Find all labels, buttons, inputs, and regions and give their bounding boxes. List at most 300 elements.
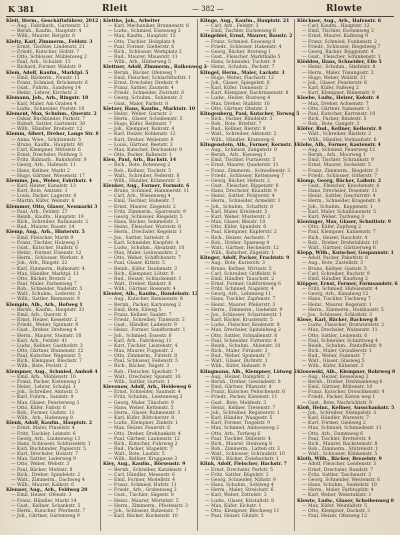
directory-entry: Kleit, Herm., Geschäftsführer, 2012 bbox=[6, 19, 99, 24]
directory-entry: — Fritz, Sattler, Bügelstr. 2 bbox=[205, 472, 269, 478]
directory-entry: — Hans, Schlosser, Schlüsselstr. 1 bbox=[11, 441, 91, 447]
directory-entry: — Herm., Zimmerm., Pfostenstr. 3 bbox=[108, 503, 188, 509]
directory-entry: Klempin, Alb., Arb., Hofweg 1 bbox=[6, 302, 83, 308]
directory-entry: — Karl, Fuhrm., Sandstr. 9 bbox=[11, 395, 74, 401]
directory-entry: — Karl, Buchbinder, Papierstr. 5 bbox=[11, 446, 86, 452]
directory-entry: — Herm., Schneider, Ärmelstr. 1 bbox=[205, 199, 281, 205]
directory-entry: — Otto, Küfer, Faßstr. 6 bbox=[11, 405, 66, 411]
directory-entry: — Rich., Maler, Grundierstr. 1 bbox=[302, 349, 372, 354]
directory-entry: — Franz, Kellner, Saalstr. 7 bbox=[108, 312, 172, 318]
directory-entry: — Gust., Fleischer, Schinkenstr. 1 bbox=[302, 55, 381, 61]
directory-entry: — Otto, Arb., Torfweg 6 bbox=[205, 431, 261, 437]
directory-entry: — Ernst, Maurer, Sockelstr. 5 bbox=[302, 163, 371, 169]
directory-entry: — Ernst, Maurer, Kalkweg 9 bbox=[302, 34, 369, 40]
directory-entry: — Joh., Klempner, Rohrstr. 4 bbox=[108, 127, 175, 133]
directory-entry: — Jos., Sattler, Sattelstr. 6 bbox=[108, 235, 170, 241]
directory-entry: — Heinr., Kellner, Tresenstr. 7 bbox=[205, 405, 276, 411]
directory-entry: — Georg, Arb., Kanalweg 12 bbox=[302, 292, 369, 298]
header-center-page: — 382 — bbox=[192, 5, 224, 13]
directory-entry: Klödden, Hans, Schneider, Elle 5 bbox=[297, 60, 382, 66]
directory-entry: — Otto, Arb., Dammweg 6 bbox=[302, 431, 364, 437]
directory-entry: — Max, Kutscher, Deichselstr. 9 bbox=[108, 147, 183, 153]
directory-entry: — Walt., Glaser, Glasweg 5 bbox=[302, 359, 365, 365]
directory-entry: — Reinh., Küfer, Daubenstr. 3 bbox=[108, 266, 178, 272]
directory-entry: — Herm., Maler, Streichstr. 6 bbox=[205, 488, 274, 494]
directory-entry: — Bruno, Kellner, Gaststr. 5 bbox=[302, 266, 367, 272]
directory-entry: Klohs, Alb., Former, Kastenstr. 4 bbox=[297, 142, 381, 148]
directory-entry: — Rich., Maurer, Backsteinstr. 8 bbox=[302, 441, 378, 447]
directory-entry: — Paul, Maler, Farbenweg 7 bbox=[11, 281, 77, 287]
header-right-keyword: Rlowte bbox=[326, 4, 363, 14]
directory-entry: Klem, Adolf, Kaufm., Marktpl. 5 bbox=[6, 70, 89, 76]
directory-entry: — Rob., Former, Gußstr. 11 bbox=[11, 410, 75, 416]
column-divider bbox=[294, 19, 295, 531]
directory-entry: — Gust., Maler, Farbstr. 8 bbox=[108, 101, 168, 107]
directory-entry: — Georg, Schneider, Westenstr. 6 bbox=[302, 477, 381, 483]
directory-entry: — Karl, Heizer, Kohlenstr. 12 bbox=[108, 132, 176, 138]
directory-entry: — Wilh., Maurer, Bergstr. 8 bbox=[11, 34, 75, 40]
directory-entry: — Hans, Drechsler, Knaufstr. 9 bbox=[205, 189, 277, 195]
column-2 bbox=[103, 19, 207, 531]
directory-entry: — Rich., Klempner, Blechstr. 7 bbox=[11, 359, 82, 365]
directory-entry: — Walt., Gärtner, Heckenstr. 12 bbox=[205, 245, 279, 251]
directory-entry: — Bernh., Dreher, Gewindestr. 8 bbox=[205, 379, 281, 385]
directory-entry: — Gust., Kutscher, Stallstr. 6 bbox=[11, 245, 79, 251]
directory-entry: — Karl, Zimmerm., Balkenstr. 4 bbox=[11, 266, 85, 272]
directory-entry: — Ernst, Drechsler, Drehstr. 9 bbox=[108, 80, 179, 86]
directory-entry: — Ernst, Schneider, Saumstr. 4 bbox=[108, 390, 181, 396]
directory-entry: — Rich., Bäcker, Teigstr. 3 bbox=[108, 364, 170, 370]
directory-entry: — Friedr., Arb., Grabenweg 2 bbox=[108, 488, 177, 494]
directory-entry: — Georg, Arb., Lindenweg 13 bbox=[11, 436, 81, 442]
directory-entry: — Paul, Gärtner, Laubenstr. 12 bbox=[108, 436, 180, 442]
directory-entry: Klenk, Adolf, Kaufm., Hauptstr. 2 bbox=[6, 421, 93, 427]
directory-entry: — Hans, Schneider, Tuchstr. 9 bbox=[205, 60, 276, 66]
directory-entry: Klink, Adolf, Fleischer, Hackstr. 7 bbox=[200, 462, 287, 468]
directory-entry: Klingmann, Alb., Klempner, Lötweg 5 bbox=[200, 369, 297, 375]
directory-entry: — Rich., Schreiber, Rathausstr. 2 bbox=[11, 220, 89, 226]
directory-entry: — Gust., Bote, Nachrichtstr. 9 bbox=[302, 400, 372, 406]
directory-entry: — Martin, Küfer, Weinstr. 6 bbox=[11, 199, 75, 205]
directory-entry: — Heinr., Schuhm., Pechstr. 7 bbox=[205, 65, 275, 71]
directory-entry: — Otto, Gärtner, Obststr. 1 bbox=[205, 106, 268, 112]
directory-entry: — Rob., Bote, Briefstr. 7 bbox=[205, 122, 262, 128]
directory-entry: — Carl, Arb., Wiesenweg 4 bbox=[108, 194, 171, 200]
directory-entry: — Emil, Former, Modellstr. 4 bbox=[108, 477, 176, 483]
directory-entry: — Fritz, Sattler, Taschenstr. 2 bbox=[302, 472, 372, 478]
directory-entry: — Kurt, Weber, Musterstr. 3 bbox=[205, 214, 271, 220]
directory-entry: — Herm., Maler, Tönungsstr. 3 bbox=[302, 70, 374, 76]
directory-entry: — Paul, Kutscher, Karrenstr. 10 bbox=[302, 111, 376, 117]
directory-entry: — Carl, Klempner, Mittelstr. 6 bbox=[11, 147, 81, 153]
directory-entry: — Karl, Händler, Waagestr. 5 bbox=[205, 416, 273, 422]
directory-entry: Klingebiel, Ernst, Maurer, Baustr. 2 bbox=[200, 34, 293, 40]
directory-entry: — Otto, Weber, Webstr. 3 bbox=[11, 462, 70, 468]
directory-entry: — Rud., Packer, Stapelstr. 7 bbox=[108, 446, 173, 452]
directory-entry: — Heinr., Former, Sandformstr. 1 bbox=[108, 328, 186, 334]
directory-entry: — Ernst, Maler, Pinselstr. 4 bbox=[11, 426, 75, 432]
directory-entry: — Otto, Zimmerm., Firststr. 8 bbox=[108, 354, 178, 360]
directory-entry: — Karl, Küfer, Faßweg 2 bbox=[302, 86, 359, 92]
directory-entry: — Herm., Zimmerm., Holzbaustr. 5 bbox=[302, 307, 384, 313]
directory-entry: — Hans, Drechsler, Dosenstr. 11 bbox=[302, 189, 378, 195]
directory-entry: — Reinh., Schuhm., Pantoffelstr. 9 bbox=[302, 343, 382, 349]
directory-entry: — Rich., Heizer, Rauchstr. 4 bbox=[302, 235, 368, 241]
directory-entry: — Friedr., Schlosser, Hakenstr. 4 bbox=[205, 44, 282, 50]
directory-entry: — Emil, Händler, Tauschstr. 2 bbox=[205, 276, 275, 282]
directory-entry: — Max, Küfer, Weinfaßstr. 5 bbox=[302, 503, 368, 509]
directory-entry: — Bruno, Kaufm., Hauptstr. 40 bbox=[11, 142, 83, 148]
directory-entry: Kley, Aug., Kaufm., Börsenstr. 9 bbox=[103, 462, 186, 468]
directory-entry: Klomp, Georg, Bäcker, Laibstr. 2 bbox=[297, 178, 382, 184]
directory-entry: — Heinr., Maurer, Mörtelstr. 5 bbox=[108, 498, 179, 504]
directory-entry: — Otto, Küfer, Zapfweg 2 bbox=[302, 225, 362, 231]
directory-entry: — Otto, Gärtner, Samenstr. 1 bbox=[302, 106, 370, 112]
directory-entry: — Otto, Packer, Ballenstr. 1 bbox=[108, 153, 172, 159]
directory-entry: — Herm., Glaser, Scheibenstr. 5 bbox=[108, 116, 183, 122]
directory-entry: — Herm., Schlosser, Werkstr. 8 bbox=[11, 256, 84, 262]
directory-entry: — Georg, Bäcker, Hefestr. 2 bbox=[205, 178, 270, 184]
directory-entry: Klopp, Wilh., Kutscher, Gespannstr. 1 bbox=[297, 251, 394, 257]
directory-entry: — Kurt, Bote, Amtsstr. 1 bbox=[11, 189, 68, 195]
directory-entry: Kloninger, Max, Glaser, Schnittstr. 9 bbox=[297, 220, 391, 226]
directory-entry: — Heinr., Lehrer, Kirchstr. 3 bbox=[11, 91, 77, 97]
directory-entry: Klettner, Adolf, Zimmerm., Balkenweg 2 bbox=[103, 65, 207, 71]
directory-entry: — Gust., Fleischer, Rippenstr. 6 bbox=[205, 184, 279, 189]
directory-entry: — Aug., Fabrikarb., Gartenstr. 12 bbox=[11, 24, 89, 30]
directory-entry: — Kurt, Klempner, Rinnenstr. 9 bbox=[302, 91, 375, 97]
directory-entry: — Ernst, Former, Gußformweg 6 bbox=[205, 281, 281, 287]
directory-entry: — Emil, Händler, Kaufweg 2 bbox=[302, 276, 368, 282]
directory-entry: — Walt., Dreher, Bankstr. 6 bbox=[108, 281, 172, 287]
directory-entry: — Bruno, Schmied, Hammerstr. 11 bbox=[108, 189, 190, 195]
directory-entry: — Hugo, Weber, Flachsstr. 12 bbox=[205, 75, 274, 81]
directory-entry: — Max, Sattler, Lederweg 9 bbox=[11, 457, 76, 463]
directory-entry: — Wilh., Arb., Hafenweg 8 bbox=[11, 416, 73, 422]
directory-entry: — Max, Drechsler, Spindelweg 2 bbox=[205, 328, 281, 334]
directory-entry: — Max, Glaser, Fensterweg 3 bbox=[11, 400, 80, 406]
directory-entry: Klevenow, Adolf, Arb., Heideweg 6 bbox=[103, 385, 192, 391]
directory-entry: — Heinr., Maurer, Bogenstr. 1 bbox=[302, 302, 372, 308]
directory-entry: — Karl, Weber, Zettelstr. 3 bbox=[205, 493, 267, 499]
directory-entry: — Rob., Fleischer, Speckstr. 7 bbox=[108, 369, 178, 375]
directory-entry: — Joh., Schreiber, Amtsstr. 5 bbox=[11, 390, 78, 396]
directory-entry: — Joh., Arb., Ringstr. 22 bbox=[11, 261, 68, 267]
directory-entry: — Friedr., Schlosser, Riegelweg 7 bbox=[302, 44, 381, 50]
directory-entry: — Friedr., Weber, Spinnstr. 8 bbox=[11, 323, 79, 329]
directory-entry: — Fritz, Schuhm., Leistenweg 2 bbox=[108, 395, 183, 401]
directory-entry: — Walt., Drechsler, Spanstr. 10 bbox=[108, 374, 181, 380]
directory-entry: — Aug., Heizer, Dampfstr. 2 bbox=[205, 374, 270, 380]
directory-entry: — Wilh., Bote, Poststr. 2 bbox=[11, 364, 68, 370]
directory-entry: — Fritz, Schmied, Hufeisenstr. 4 bbox=[302, 287, 378, 293]
directory-entry: — Franz, Schmied, Brückenstr. 6 bbox=[11, 80, 88, 86]
directory-entry: — Hans, Tischler, Tischweg 7 bbox=[302, 297, 371, 303]
directory-entry: — Herm., Drechsler, Kegelstr. 1 bbox=[108, 230, 182, 236]
directory-entry: — Max, Glaser, Bleistr. 10 bbox=[205, 220, 266, 226]
directory-entry: — Aug., Bote, Kurierstr. 3 bbox=[205, 261, 265, 267]
directory-entry: Klose, Karl, Bäcker, Backweg 8 bbox=[297, 318, 378, 324]
directory-entry: — Rob., Zimmerm., Latten str. 3 bbox=[205, 446, 280, 452]
directory-entry: — Franz, Kutscher, Peitschenstr. 6 bbox=[205, 390, 286, 396]
directory-entry: — Paul, Schneider, Schnittweg 4 bbox=[302, 338, 378, 344]
directory-entry: — Franz, Packer, Kistenweg 2 bbox=[11, 379, 81, 385]
directory-entry: — Hans, Schuhm., Senkelstr. 10 bbox=[302, 483, 377, 489]
directory-entry: — Ernst, Tischler, Lindenstr. 21 bbox=[11, 44, 85, 50]
directory-entry: — Emil, Heizer, Ofenstr. 3 bbox=[11, 493, 72, 499]
directory-entry: — Fritz, Bahnarb., Bahnhofstr. 9 bbox=[11, 158, 87, 164]
directory-entry: — Kurt, Drechsler, Holzstr. 7 bbox=[11, 452, 78, 458]
directory-entry: — Otto, Bäcker, Brotstr. 2 bbox=[11, 276, 71, 282]
directory-entry: — Herm., Kutscher, Pferdestr. 7 bbox=[11, 508, 86, 514]
page-number: K 381 bbox=[8, 4, 35, 14]
directory-entry: — Ernst, Drechsler, Feldweg 3 bbox=[11, 153, 83, 159]
directory-entry: — Rob., Dreher, Spanweg 4 bbox=[205, 240, 270, 246]
directory-entry: Klemann, Joh., Arb., Ringstr. 18 bbox=[6, 96, 89, 102]
directory-entry: — Otto, Klempner, Blechweg 11 bbox=[205, 508, 280, 514]
directory-entry: — Ludw., Kellner, Gasthofstr. 3 bbox=[11, 343, 83, 349]
directory-entry: — Georg, Arb., Lehmweg 11 bbox=[205, 292, 272, 298]
directory-entry: — Joh., Schuhm., Kappenstr. 1 bbox=[302, 204, 373, 210]
directory-entry: — Wilh., Händler, Breitestr. 12 bbox=[11, 127, 83, 133]
directory-entry: — Rich., Kutscher, Fuhrweg 2 bbox=[108, 441, 178, 447]
directory-entry: — Herm., Maurer, Steinstr. 10 bbox=[11, 333, 82, 339]
directory-entry: — Karl, Küfer, Böttcherstr. 8 bbox=[108, 416, 175, 422]
directory-entry: — Otto, Klempner, Dachstr. 3 bbox=[302, 508, 371, 514]
directory-entry: — Karl, Schneider, Knopfstr. 4 bbox=[108, 240, 179, 246]
directory-entry: — Herm., Maler, Farbtopfstr. 4 bbox=[302, 488, 374, 494]
directory-entry: — Rud., Maurer, Baustr. 14 bbox=[11, 225, 75, 231]
directory-entry: Klöfer, Rud., Kellner, Kellerstr. 8 bbox=[297, 127, 382, 133]
directory-entry: — Wilh., Gärtner, Rosenstr. 4 bbox=[108, 287, 176, 293]
directory-entry: — Joh., Gärtner, Gartenweg 9 bbox=[11, 514, 80, 519]
directory-entry: — Rud., Weber, Spulenstr. 7 bbox=[205, 354, 271, 360]
directory-entry: — Karl, Händler, Warenstr. 7 bbox=[302, 416, 369, 422]
page-header bbox=[6, 3, 394, 15]
directory-entry: — Robert, Sattler, Gartenstr. 30 bbox=[11, 122, 86, 128]
directory-entry: — Ludw., Schneider, Poststr. 10 bbox=[11, 106, 85, 112]
column-3 bbox=[200, 19, 300, 531]
directory-entry: — Bernh., Packer, Kartonweg 2 bbox=[108, 302, 181, 308]
directory-entry: — Rich., Heizer, Aschestr. 7 bbox=[205, 235, 270, 241]
directory-entry: Klemmer, Otto, Glaser, Neumarkt 3 bbox=[6, 204, 98, 210]
directory-entry: — Paul, Heizer, Ofenweg 12 bbox=[302, 514, 368, 519]
directory-entry: — Wilh., Sattler, Riemenstr. 9 bbox=[11, 297, 80, 303]
directory-entry: — Carl, Schreiber, Buchstr. 9 bbox=[302, 271, 370, 277]
directory-entry: — Bernh., Kaufm., Hauptstr. 4 bbox=[11, 29, 82, 35]
directory-entry: — Ludw., Heizer, Rostweg 4 bbox=[205, 96, 271, 102]
directory-entry: — Ernst, Drechsler, Rundstr. 7 bbox=[302, 467, 374, 473]
directory-entry: — Bernh., Arb., Moorweg 1 bbox=[302, 153, 366, 159]
directory-entry: — Aug., Heizer, Kesselweg 2 bbox=[302, 374, 369, 380]
directory-entry: — Otto, Tischler, Holzplatz 4 bbox=[108, 39, 175, 45]
directory-entry: — Ernst, Drechsler, Perlstr. 5 bbox=[205, 467, 273, 473]
directory-entry: — Bernh., Dreher, Drehbankweg 6 bbox=[302, 379, 383, 385]
directory-entry: — Hugo, Küfer, Reifenstr. 7 bbox=[108, 122, 172, 128]
directory-entry: — Ludw., Fleischer, Keulenstr. 8 bbox=[205, 323, 280, 329]
directory-entry: — Emil, Tischler, Furnierstr. 5 bbox=[205, 158, 276, 164]
directory-entry: — Adolf, Fleischer, Lendenstr. 3 bbox=[302, 462, 377, 468]
directory-entry: — Rich., Dreher, Spindelstr. 2 bbox=[11, 472, 81, 478]
directory-entry: — Heinr., Weber, Garnstr. 2 bbox=[108, 111, 172, 117]
header-left-keyword: Rleit bbox=[102, 4, 128, 14]
directory-entry: Klempner, Aug., Schmied, Amboß 4 bbox=[6, 369, 98, 375]
directory-entry: Klingenberg, Paul, Kutscher, Torweg 5 bbox=[200, 111, 300, 117]
directory-entry: — Emil, Gärtner, Blütenstr. 10 bbox=[302, 385, 373, 391]
header-rule bbox=[6, 16, 394, 17]
directory-entry: — Max, Dreher, Stahlstr. 10 bbox=[205, 101, 270, 107]
directory-entry: — Otto, Küfer, Spundstr. 6 bbox=[205, 225, 267, 231]
directory-entry: — Georg, Bäcker, Roggenstr. 4 bbox=[302, 49, 374, 55]
directory-entry: — Paul, Tischler, Dübelstr. 4 bbox=[205, 436, 271, 442]
directory-entry: — Herm., Glaser, Rahmenstr. 3 bbox=[108, 410, 181, 416]
directory-entry: — Wilh., Maurer, Kalkstr. 6 bbox=[11, 483, 75, 489]
directory-entry: — Hugo, Weber, Wollstr. 11 bbox=[302, 75, 366, 81]
directory-entry: — Heinr., Schuhm., Stiefelstr. 8 bbox=[302, 65, 376, 71]
directory-entry: — Max, Dreher, Achsenstr. 7 bbox=[302, 101, 369, 107]
directory-entry: — Ludw., Fleischer, Bratwurststr. 2 bbox=[302, 323, 385, 329]
directory-entry: — Franz, Händler, Markt 14 bbox=[11, 498, 77, 504]
directory-entry: Kloß, Heinr., Kellner, Ausschankstr. 5 bbox=[297, 405, 395, 411]
directory-entry: — Wilh., Arb., Hinterweg 5 bbox=[108, 60, 171, 66]
directory-entry: — Wilh., Küfer, Kübelstr. 3 bbox=[302, 364, 364, 370]
directory-entry: — Georg, Schlosser, Riegelstr. 5 bbox=[108, 214, 183, 220]
directory-entry: Klemp, Aug., Arb., Hinterstr. 5 bbox=[6, 230, 85, 236]
directory-entry: — Ludw., Klempner, Zinkstr. 1 bbox=[108, 421, 179, 427]
directory-entry: — Paul, Klempner, Kupferstr. 2 bbox=[205, 230, 277, 236]
directory-entry: — Bernh., Bäcker, Ofenweg 7 bbox=[108, 70, 177, 76]
directory-entry: — Paul, Glaser, Kittstr. 5 bbox=[108, 261, 165, 267]
directory-entry: — Rich., Packer, Bindestr. 5 bbox=[302, 116, 367, 122]
directory-entry: Kloth, Wilh., Bäcker, Brezelstr. 9 bbox=[297, 457, 382, 463]
directory-entry: Klosowski, Alb., Klempner, Rohrweg 8 bbox=[297, 369, 396, 375]
directory-entry: — Paul, Tischler, Bretterstr. 4 bbox=[302, 436, 371, 442]
directory-entry: — Hans, Schuhm., Sohlweg 4 bbox=[205, 483, 274, 489]
directory-entry: — Gust., Bote, Meldestr. 3 bbox=[205, 400, 267, 406]
directory-entry: — Karl, Küfer, Tonnenstr. 2 bbox=[205, 86, 268, 92]
directory-entry: — Heinr., Fleischer, Wurststr. 8 bbox=[108, 225, 181, 231]
directory-entry: — Ernst, Heizer, Kesselstr. 2 bbox=[11, 318, 78, 324]
directory-entry: — Walt., Glaser, Dichtstr. 1 bbox=[205, 359, 268, 365]
directory-entry: — Louis, Packer, Lagerstr. 8 bbox=[11, 194, 77, 200]
directory-entry: — Joh., Schuhm., Schaftstr. 8 bbox=[205, 204, 274, 210]
directory-entry: — Paul, Schlosser, Feilenstr. 5 bbox=[108, 359, 178, 365]
directory-entry: — Georg, Maler, Tünchstr. 9 bbox=[108, 400, 174, 406]
directory-entry: — Kurt, Tischler, Leistenstr. 4 bbox=[108, 343, 178, 349]
column-divider bbox=[197, 19, 198, 531]
directory-entry: — Fritz, Tischler, Leimstr. 6 bbox=[11, 431, 76, 437]
directory-entry: Kleuker, Aug., Former, Formstr. 6 bbox=[103, 184, 190, 189]
directory-entry: — Gust., Tischler, Sägestr. 8 bbox=[108, 493, 174, 499]
directory-entry: — Max, Maler, Leinwandstr. 2 bbox=[108, 251, 178, 257]
directory-entry: — Ludw., Schuhm., Absatzstr. 10 bbox=[108, 245, 185, 251]
directory-entry: Kleitz, Karl, Zimmerm., Feldstr. 3 bbox=[6, 39, 93, 45]
directory-entry: Klemme, Jos., Weber, Fabrikstr. 4 bbox=[6, 178, 92, 184]
directory-entry: — Friedr., Packer, Kisten weg 1 bbox=[302, 395, 376, 401]
directory-entry: — Franz, Schmied, Funkenstr. 2 bbox=[302, 39, 377, 45]
column-1 bbox=[6, 19, 98, 531]
directory-entry: — Aug., Kutscher, Remisenstr. 8 bbox=[108, 297, 183, 303]
directory-entry: — Walt., Schreiber, Aktenstr. 2 bbox=[205, 132, 277, 138]
directory-entry: — Hans, Bäcker, Semmelstr. 3 bbox=[108, 220, 179, 226]
directory-entry: — Rich., Schlosser, Werkplatz 3 bbox=[108, 49, 182, 55]
directory-entry: — Max, Maurer, Fugenstr. 2 bbox=[108, 349, 174, 354]
directory-entry: — Aug., Schmied, Feuerweg 12 bbox=[302, 147, 376, 153]
directory-entry: — Franz, Zimmerm., Schwellenstr. 3 bbox=[205, 168, 291, 174]
directory-entry: — Rich., Maler, Firnisstr. 3 bbox=[205, 349, 268, 354]
directory-entry: — Adolf, Packer, Pakettstr. 8 bbox=[302, 256, 368, 262]
directory-entry: — Rud., Kellner, Bierstr. 9 bbox=[205, 127, 266, 133]
directory-entry: — Hans, Tischler, Zapfenstr. 7 bbox=[205, 297, 276, 303]
directory-entry: Kloebe, Ludw., Heizer, Kokstr. 4 bbox=[297, 96, 380, 102]
directory-entry: — Kurt, Klempner, Dachrinnenstr. 8 bbox=[205, 91, 289, 97]
directory-entry: — Karl, Arb., Fabrikweg 11 bbox=[108, 338, 172, 344]
directory-entry: — Bernh., Schreiber, Kanzleistr. 1 bbox=[108, 467, 187, 473]
directory-entry: — Aug., Schmied, Zangenstr. 8 bbox=[205, 147, 277, 153]
directory-entry: — Gust., Kellner, Schankstr. 5 bbox=[11, 503, 81, 509]
directory-entry: — Rich., Packer, Bündelstr. 3 bbox=[205, 116, 273, 122]
directory-entry: — Wilh., Sattler, Gurtstr. 1 bbox=[108, 379, 170, 385]
directory-entry: — Gust., Fleischer, Knochenstr. 6 bbox=[302, 184, 380, 189]
directory-entry: — Reinh., Kaufm., Hauptstr. 19 bbox=[11, 214, 84, 220]
directory-entry: — Walt., Schlosser, Klinkenstr. 5 bbox=[302, 452, 378, 458]
directory-entry: — Gust., Dreher, Drehweg 4 bbox=[11, 328, 77, 334]
directory-entry: Klingenstein, Alb., Former, Kernstr. 4 bbox=[200, 142, 297, 148]
directory-entry: — Georg, Bäcker, Brotweg 1 bbox=[205, 49, 272, 55]
directory-entry: — Emil, Arb., Mühlenstr. 16 bbox=[11, 374, 76, 380]
directory-entry: — Georg, Arb., Hafenstr. 11 bbox=[11, 163, 76, 169]
directory-entry: Kleuter, Alb., Kaufm., Handelsstr. 12 bbox=[103, 292, 199, 298]
directory-entry: Klemm, Albert, Dreher, Lange Str. 8 bbox=[6, 132, 99, 138]
directory-entry: — Paul, Kutscher, Wagenstr. 5 bbox=[11, 354, 81, 360]
directory-entry: — Franz, Schmied, Hufstr. 11 bbox=[108, 483, 177, 489]
directory-entry: Klowte, Ludw., Glaser, Scheibenweg 8 bbox=[297, 498, 394, 504]
directory-entry: Klement, Max, Schuhm., Querstr. 2 bbox=[6, 111, 97, 117]
directory-entry: — Rich., Klempner, Lötstr. 9 bbox=[108, 271, 174, 277]
directory-entry: — Herm., Schneider, Kragenstr. 8 bbox=[302, 199, 381, 205]
directory-entry: — Carl, Händler, Messestr. 6 bbox=[108, 472, 175, 478]
directory-entry: — Wilh., Küfer, Hahnstr. 9 bbox=[205, 364, 266, 370]
directory-entry: — Bernh., Arb., Kiesweg 1 bbox=[205, 153, 267, 159]
directory-entry: — Herm., Zimmerm., Giebelstr. 9 bbox=[205, 307, 283, 313]
directory-entry: — Emil, Bäckerm., Neustr. 11 bbox=[11, 75, 81, 81]
directory-entry: — Franz, Tischler, Holzweg 3 bbox=[11, 240, 80, 246]
directory-entry: — Friedr., Packer, Kistenstr. 11 bbox=[205, 395, 278, 401]
directory-entry: — Karl, Bäcker, Kuchenstr. 10 bbox=[108, 514, 178, 519]
directory-entry: — Karl, Mechaniker, Brunnenstr. 8 bbox=[108, 24, 189, 30]
directory-entry: — Max, Heizer, Feuerstr. 6 bbox=[108, 426, 171, 432]
directory-entry: — Otto, Sattler, Schnallenstr. 6 bbox=[205, 333, 278, 339]
directory-entry: — Rud., Heizer, Schlackenstr. 1 bbox=[108, 276, 182, 282]
directory-entry: — Emil, Fleischer, Schlachthofstr. 1 bbox=[108, 75, 192, 81]
directory-entry: — Walt., Gärtner, Gärtnerweg 6 bbox=[302, 245, 376, 251]
directory-entry: — Carl, Kaufm., Hauptstr. 12 bbox=[302, 24, 370, 30]
directory-entry: — Jos., Schlosser, Schloßstr. 3 bbox=[302, 312, 373, 318]
directory-entry: — Heinr., Former, Eisenstr. 12 bbox=[11, 251, 82, 257]
directory-entry: — Paul, Klempner, Kannenstr. 7 bbox=[302, 230, 376, 236]
directory-entry: — Max, Schmied, Schmiedestr. 11 bbox=[302, 426, 382, 432]
directory-entry: — Rich., Bote, Botenweg 2 bbox=[108, 163, 171, 169]
directory-entry: — Paul, Former, Gießerstr. 6 bbox=[108, 44, 175, 50]
directory-entry: — Emil, Tischler, Hobelstr. 7 bbox=[108, 199, 175, 205]
directory-entry: Klenner, Aug., Arb., Feldweg 20 bbox=[6, 488, 88, 494]
directory-entry: — Emil, Bote, Eilweg 5 bbox=[108, 307, 162, 313]
directory-entry: — Louis, Gärtner, Beetstr. 3 bbox=[108, 142, 173, 148]
directory-entry: — Rich., Maurer, Steinweg 8 bbox=[205, 441, 272, 447]
directory-entry: — Rob., Dreher, Drehstahlstr. 10 bbox=[302, 240, 379, 246]
directory-entry: — Emil, Arb., Querstr. 6 bbox=[11, 312, 67, 318]
directory-entry: — Oskar, Buchbinder, Parkstr. 7 bbox=[11, 116, 86, 122]
